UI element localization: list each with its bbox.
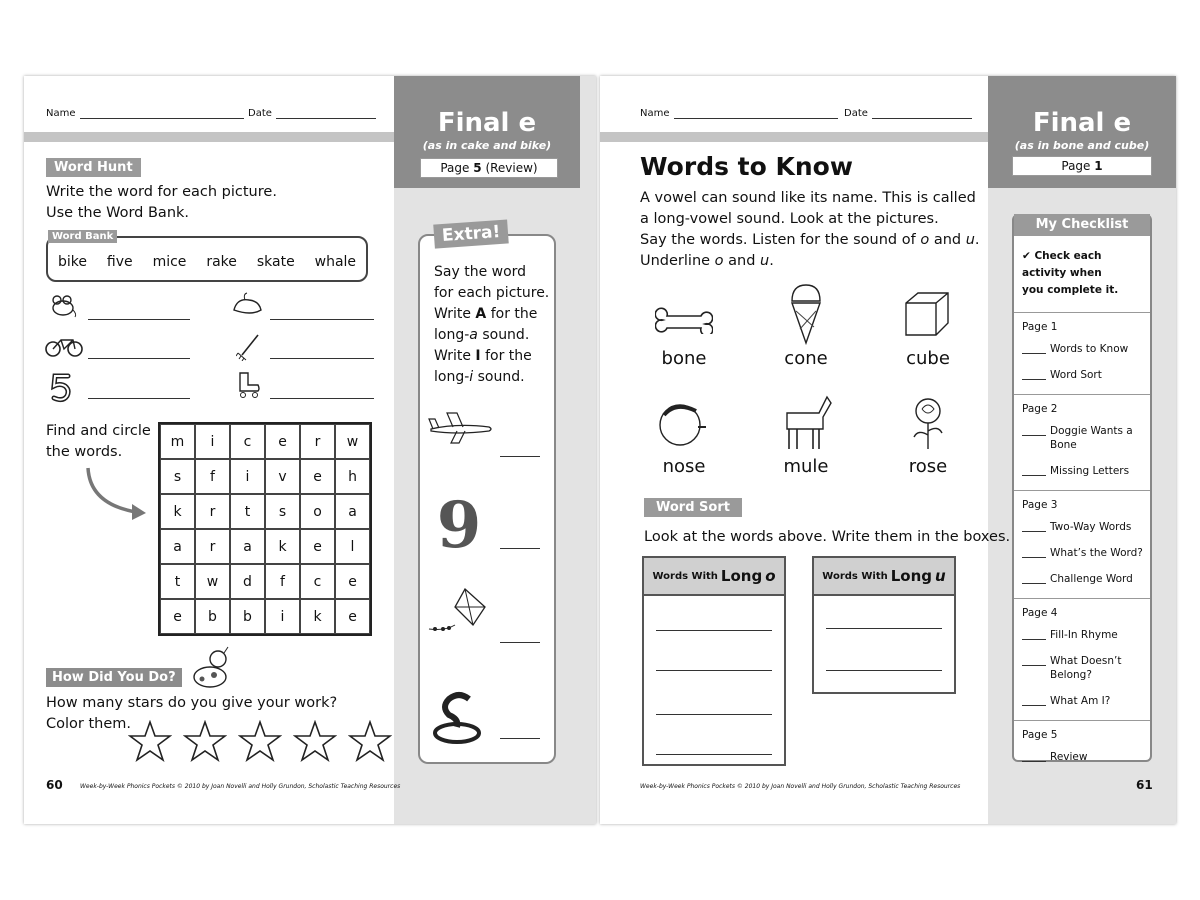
grid-letter[interactable]: w xyxy=(335,424,370,459)
grid-letter[interactable]: t xyxy=(230,494,265,529)
answer-line[interactable] xyxy=(656,754,772,755)
nose-picture xyxy=(654,396,714,454)
answer-line[interactable] xyxy=(826,670,942,671)
checklist-checkbox-line[interactable] xyxy=(1022,531,1046,532)
grid-letter[interactable]: h xyxy=(335,459,370,494)
extra-line xyxy=(434,367,549,388)
grid-letter[interactable]: e xyxy=(160,599,195,634)
answer-line[interactable] xyxy=(88,358,190,359)
wtk-line-4 xyxy=(640,251,774,272)
period: . xyxy=(974,232,980,248)
picture-word: rose xyxy=(908,456,948,477)
grid-letter[interactable]: c xyxy=(300,564,335,599)
tab-title: Final e xyxy=(437,108,537,138)
checklist-checkbox-line[interactable] xyxy=(1022,379,1046,380)
extra-instructions xyxy=(434,262,549,388)
checklist-page-label: Page 4 xyxy=(1022,607,1058,619)
name-line xyxy=(674,118,838,119)
box-prefix: Words With xyxy=(652,570,718,582)
left-page xyxy=(24,76,596,824)
page-num: 5 xyxy=(473,161,482,175)
extra-line-part: long- xyxy=(434,369,470,385)
grid-letter[interactable]: s xyxy=(265,494,300,529)
word-bank-label: Word Bank xyxy=(48,230,117,243)
picture-word: mule xyxy=(783,456,829,477)
grid-letter[interactable]: f xyxy=(195,459,230,494)
date-label: Date xyxy=(844,108,868,119)
picture-word: cube xyxy=(906,348,950,369)
word-bank-word: rake xyxy=(206,254,237,270)
name-label: Name xyxy=(640,108,670,119)
name-label: Name xyxy=(46,108,76,119)
tab-title: Final e xyxy=(1032,108,1132,138)
checklist-intro-line: activity when xyxy=(1022,267,1102,279)
vowel-u: u xyxy=(760,253,770,269)
checklist-page-label: Page 2 xyxy=(1022,403,1058,415)
box-prefix: Words With xyxy=(822,570,888,582)
checklist-item: What’s the Word? xyxy=(1050,547,1143,559)
checklist-panel xyxy=(1012,214,1152,762)
grid-letter[interactable]: k xyxy=(160,494,195,529)
checklist-page-label: Page 1 xyxy=(1022,321,1058,333)
extra-line-part: sound. xyxy=(482,327,530,343)
letter-i: I xyxy=(475,348,481,364)
vowel-a: a xyxy=(469,327,478,343)
name-line xyxy=(80,118,244,119)
word-sort-instruction: Look at the words above. Write them in the boxes. xyxy=(644,529,1011,545)
rating-stars xyxy=(128,720,392,762)
answer-line[interactable] xyxy=(500,738,540,739)
mice-picture xyxy=(46,290,80,320)
checklist-checkbox-line[interactable] xyxy=(1022,353,1046,354)
extra-line xyxy=(434,304,549,325)
word-hunt-instruction-2: Use the Word Bank. xyxy=(46,205,190,221)
word-bank-word: bike xyxy=(57,254,87,270)
checklist-checkbox-line[interactable] xyxy=(1022,665,1046,666)
bike-picture xyxy=(44,332,84,360)
arrow-icon xyxy=(80,464,150,524)
page-num: 1 xyxy=(1094,159,1103,173)
grid-letter[interactable]: a xyxy=(230,529,265,564)
checklist-item: Words to Know xyxy=(1050,343,1129,355)
grid-letter[interactable]: a xyxy=(335,494,370,529)
page-suffix: (Review) xyxy=(485,161,538,175)
grid-letter[interactable]: b xyxy=(195,599,230,634)
grid-letter[interactable]: r xyxy=(195,529,230,564)
vowel-u: u xyxy=(965,232,975,248)
extra-line-part: long- xyxy=(434,327,470,343)
grid-letter[interactable]: c xyxy=(230,424,265,459)
star-icon[interactable] xyxy=(348,720,392,762)
box-long: Long xyxy=(890,567,933,585)
page-prefix: Page xyxy=(1061,159,1091,173)
header-bar xyxy=(24,132,394,142)
grid-letter[interactable]: i xyxy=(265,599,300,634)
answer-line[interactable] xyxy=(270,319,374,320)
picture-word: nose xyxy=(662,456,706,477)
extra-line-part: sound. xyxy=(477,369,525,385)
grid-letter[interactable]: l xyxy=(335,529,370,564)
checklist-intro-line: you complete it. xyxy=(1022,284,1119,296)
word-bank-list xyxy=(48,254,366,270)
grid-letter[interactable]: r xyxy=(300,424,335,459)
page-number: 60 xyxy=(46,778,63,792)
right-page xyxy=(600,76,1176,824)
five-picture xyxy=(46,372,76,404)
find-circle-text-2: the words. xyxy=(46,444,123,460)
letter-a: A xyxy=(475,306,487,322)
answer-line[interactable] xyxy=(500,548,540,549)
checklist-divider xyxy=(1014,598,1150,599)
picture-word: cone xyxy=(784,348,828,369)
star-icon[interactable] xyxy=(128,720,172,762)
extra-line xyxy=(434,346,549,367)
checklist-page-label: Page 5 xyxy=(1022,729,1058,741)
date-line xyxy=(872,118,972,119)
checklist-heading: My Checklist xyxy=(1014,214,1150,236)
vowel-o: o xyxy=(920,232,930,248)
find-circle-text-1: Find and circle xyxy=(46,423,151,439)
write-word: Write xyxy=(434,306,471,322)
checklist-item: What Doesn’t Belong? xyxy=(1050,655,1122,681)
write-word: Write xyxy=(434,348,471,364)
vowel-i: i xyxy=(469,369,474,385)
checklist-checkbox-line[interactable] xyxy=(1022,639,1046,640)
checklist-checkbox-line[interactable] xyxy=(1022,435,1046,436)
grid-letter[interactable]: e xyxy=(335,564,370,599)
grid-letter[interactable]: b xyxy=(230,599,265,634)
answer-line[interactable] xyxy=(656,670,772,671)
answer-line[interactable] xyxy=(500,456,540,457)
star-icon[interactable] xyxy=(293,720,337,762)
checklist-divider xyxy=(1014,490,1150,491)
skate-picture xyxy=(232,368,264,400)
wtk-line-part: Say the words. Listen for the sound of xyxy=(640,232,916,248)
word-bank-word: five xyxy=(106,254,133,270)
word-hunt-heading: Word Hunt xyxy=(46,158,141,177)
checklist-item: Fill-In Rhyme xyxy=(1050,629,1118,641)
grid-letter[interactable]: k xyxy=(300,599,335,634)
long-u-box xyxy=(812,556,956,694)
rake-picture xyxy=(234,332,264,362)
grid-letter[interactable]: o xyxy=(300,494,335,529)
tab-subtitle: (as in cake and bike) xyxy=(422,139,552,152)
answer-line[interactable] xyxy=(826,628,942,629)
checklist-item: Challenge Word xyxy=(1050,573,1133,585)
cube-picture xyxy=(900,288,954,340)
footer-credit: Week-by-Week Phonics Pockets © 2010 by Joan Novelli and Holly Grundon, Scholastic Teaching Resources xyxy=(640,783,961,790)
how-did-you-do-text-2: Color them. xyxy=(46,716,131,732)
wtk-line-1: A vowel can sound like its name. This is called xyxy=(640,190,976,206)
grid-letter[interactable]: d xyxy=(230,564,265,599)
rose-picture xyxy=(904,394,954,452)
words-to-know-title: Words to Know xyxy=(640,152,853,181)
tab-page-box xyxy=(1012,156,1152,176)
and-word: and xyxy=(728,253,756,269)
checklist-divider xyxy=(1014,394,1150,395)
box-vowel: o xyxy=(765,567,776,585)
checklist-checkbox-line[interactable] xyxy=(1022,557,1046,558)
dog-picture xyxy=(188,644,232,692)
picture-word: bone xyxy=(661,348,707,369)
date-label: Date xyxy=(248,108,272,119)
star-icon[interactable] xyxy=(183,720,227,762)
extra-line-part: for the xyxy=(490,306,538,322)
checklist-divider xyxy=(1014,312,1150,313)
and-word: and xyxy=(933,232,962,248)
grid-letter[interactable]: e xyxy=(300,459,335,494)
word-hunt-instruction-1: Write the word for each picture. xyxy=(46,184,277,200)
checklist-checkbox-line[interactable] xyxy=(1022,761,1046,762)
title-tab xyxy=(988,76,1176,188)
extra-line-part: for the xyxy=(485,348,532,364)
box-long: Long xyxy=(720,567,763,585)
checklist-checkbox-line[interactable] xyxy=(1022,583,1046,584)
checklist-intro-line: ✔ Check each xyxy=(1022,250,1102,262)
snake-picture xyxy=(428,688,490,746)
footer-credit: Week-by-Week Phonics Pockets © 2010 by Joan Novelli and Holly Grundon, Scholastic Teaching Resources xyxy=(80,783,401,790)
grid-letter[interactable]: t xyxy=(160,564,195,599)
checklist-checkbox-line[interactable] xyxy=(1022,705,1046,706)
wtk-line-2: a long-vowel sound. Look at the pictures. xyxy=(640,211,939,227)
checklist-page-label: Page 3 xyxy=(1022,499,1058,511)
word-bank-box xyxy=(46,231,368,282)
long-u-header xyxy=(814,558,954,596)
grid-letter[interactable]: i xyxy=(195,424,230,459)
grid-letter[interactable]: e xyxy=(265,424,300,459)
extra-line: for each picture. xyxy=(434,285,550,301)
checklist-item: Missing Letters xyxy=(1050,465,1130,477)
extra-heading: Extra! xyxy=(433,219,509,248)
word-sort-heading: Word Sort xyxy=(644,498,742,517)
checklist-checkbox-line[interactable] xyxy=(1022,475,1046,476)
checklist-item: Two-Way Words xyxy=(1050,521,1132,533)
checklist-item: What Am I? xyxy=(1050,695,1111,707)
answer-line[interactable] xyxy=(88,398,190,399)
page-prefix: Page xyxy=(440,161,470,175)
kite-picture xyxy=(424,584,498,642)
grid-letter[interactable]: k xyxy=(265,529,300,564)
vowel-o: o xyxy=(714,253,724,269)
answer-line[interactable] xyxy=(500,642,540,643)
tab-page-box xyxy=(420,158,558,178)
long-o-header xyxy=(644,558,784,596)
extra-line xyxy=(434,325,549,346)
grid-letter[interactable]: i xyxy=(230,459,265,494)
word-search-grid xyxy=(158,422,372,636)
grid-letter[interactable]: r xyxy=(195,494,230,529)
word-bank-word: skate xyxy=(256,254,295,270)
extra-line: Say the word xyxy=(434,264,527,280)
answer-line[interactable] xyxy=(270,398,374,399)
grid-letter[interactable]: e xyxy=(335,599,370,634)
grid-letter[interactable]: s xyxy=(160,459,195,494)
cone-picture xyxy=(784,280,828,346)
long-o-box xyxy=(642,556,786,766)
checklist-divider xyxy=(1014,720,1150,721)
header-bar xyxy=(600,132,988,142)
page-number: 61 xyxy=(1136,778,1153,792)
extra-panel xyxy=(418,221,556,764)
answer-line[interactable] xyxy=(656,714,772,715)
wtk-line-3 xyxy=(640,230,980,251)
box-vowel: u xyxy=(935,567,946,585)
how-did-you-do-heading: How Did You Do? xyxy=(46,668,182,687)
checklist-item: Doggie Wants a Bone xyxy=(1050,425,1133,451)
how-did-you-do-text-1: How many stars do you give your work? xyxy=(46,695,338,711)
tab-subtitle: (as in bone and cube) xyxy=(1014,139,1150,152)
star-icon[interactable] xyxy=(238,720,282,762)
plane-picture xyxy=(426,408,498,448)
checklist-item: Word Sort xyxy=(1050,369,1102,381)
checklist-item: Review xyxy=(1050,751,1088,763)
wtk-line-part: Underline xyxy=(640,253,711,269)
period: . xyxy=(769,253,774,269)
checklist-intro xyxy=(1022,248,1118,299)
answer-line[interactable] xyxy=(270,358,374,359)
answer-line[interactable] xyxy=(656,630,772,631)
grid-letter[interactable]: w xyxy=(195,564,230,599)
bone-picture xyxy=(654,304,714,336)
word-bank-word: whale xyxy=(314,254,357,270)
title-tab xyxy=(394,76,580,188)
grid-letter[interactable]: m xyxy=(160,424,195,459)
grid-letter[interactable]: f xyxy=(265,564,300,599)
word-bank-word: mice xyxy=(152,254,187,270)
mule-picture xyxy=(778,388,834,452)
date-line xyxy=(276,118,376,119)
grid-letter[interactable]: e xyxy=(300,529,335,564)
nine-picture: 9 xyxy=(436,487,482,563)
whale-picture xyxy=(230,290,266,320)
grid-letter[interactable]: a xyxy=(160,529,195,564)
answer-line[interactable] xyxy=(88,319,190,320)
grid-letter[interactable]: v xyxy=(265,459,300,494)
